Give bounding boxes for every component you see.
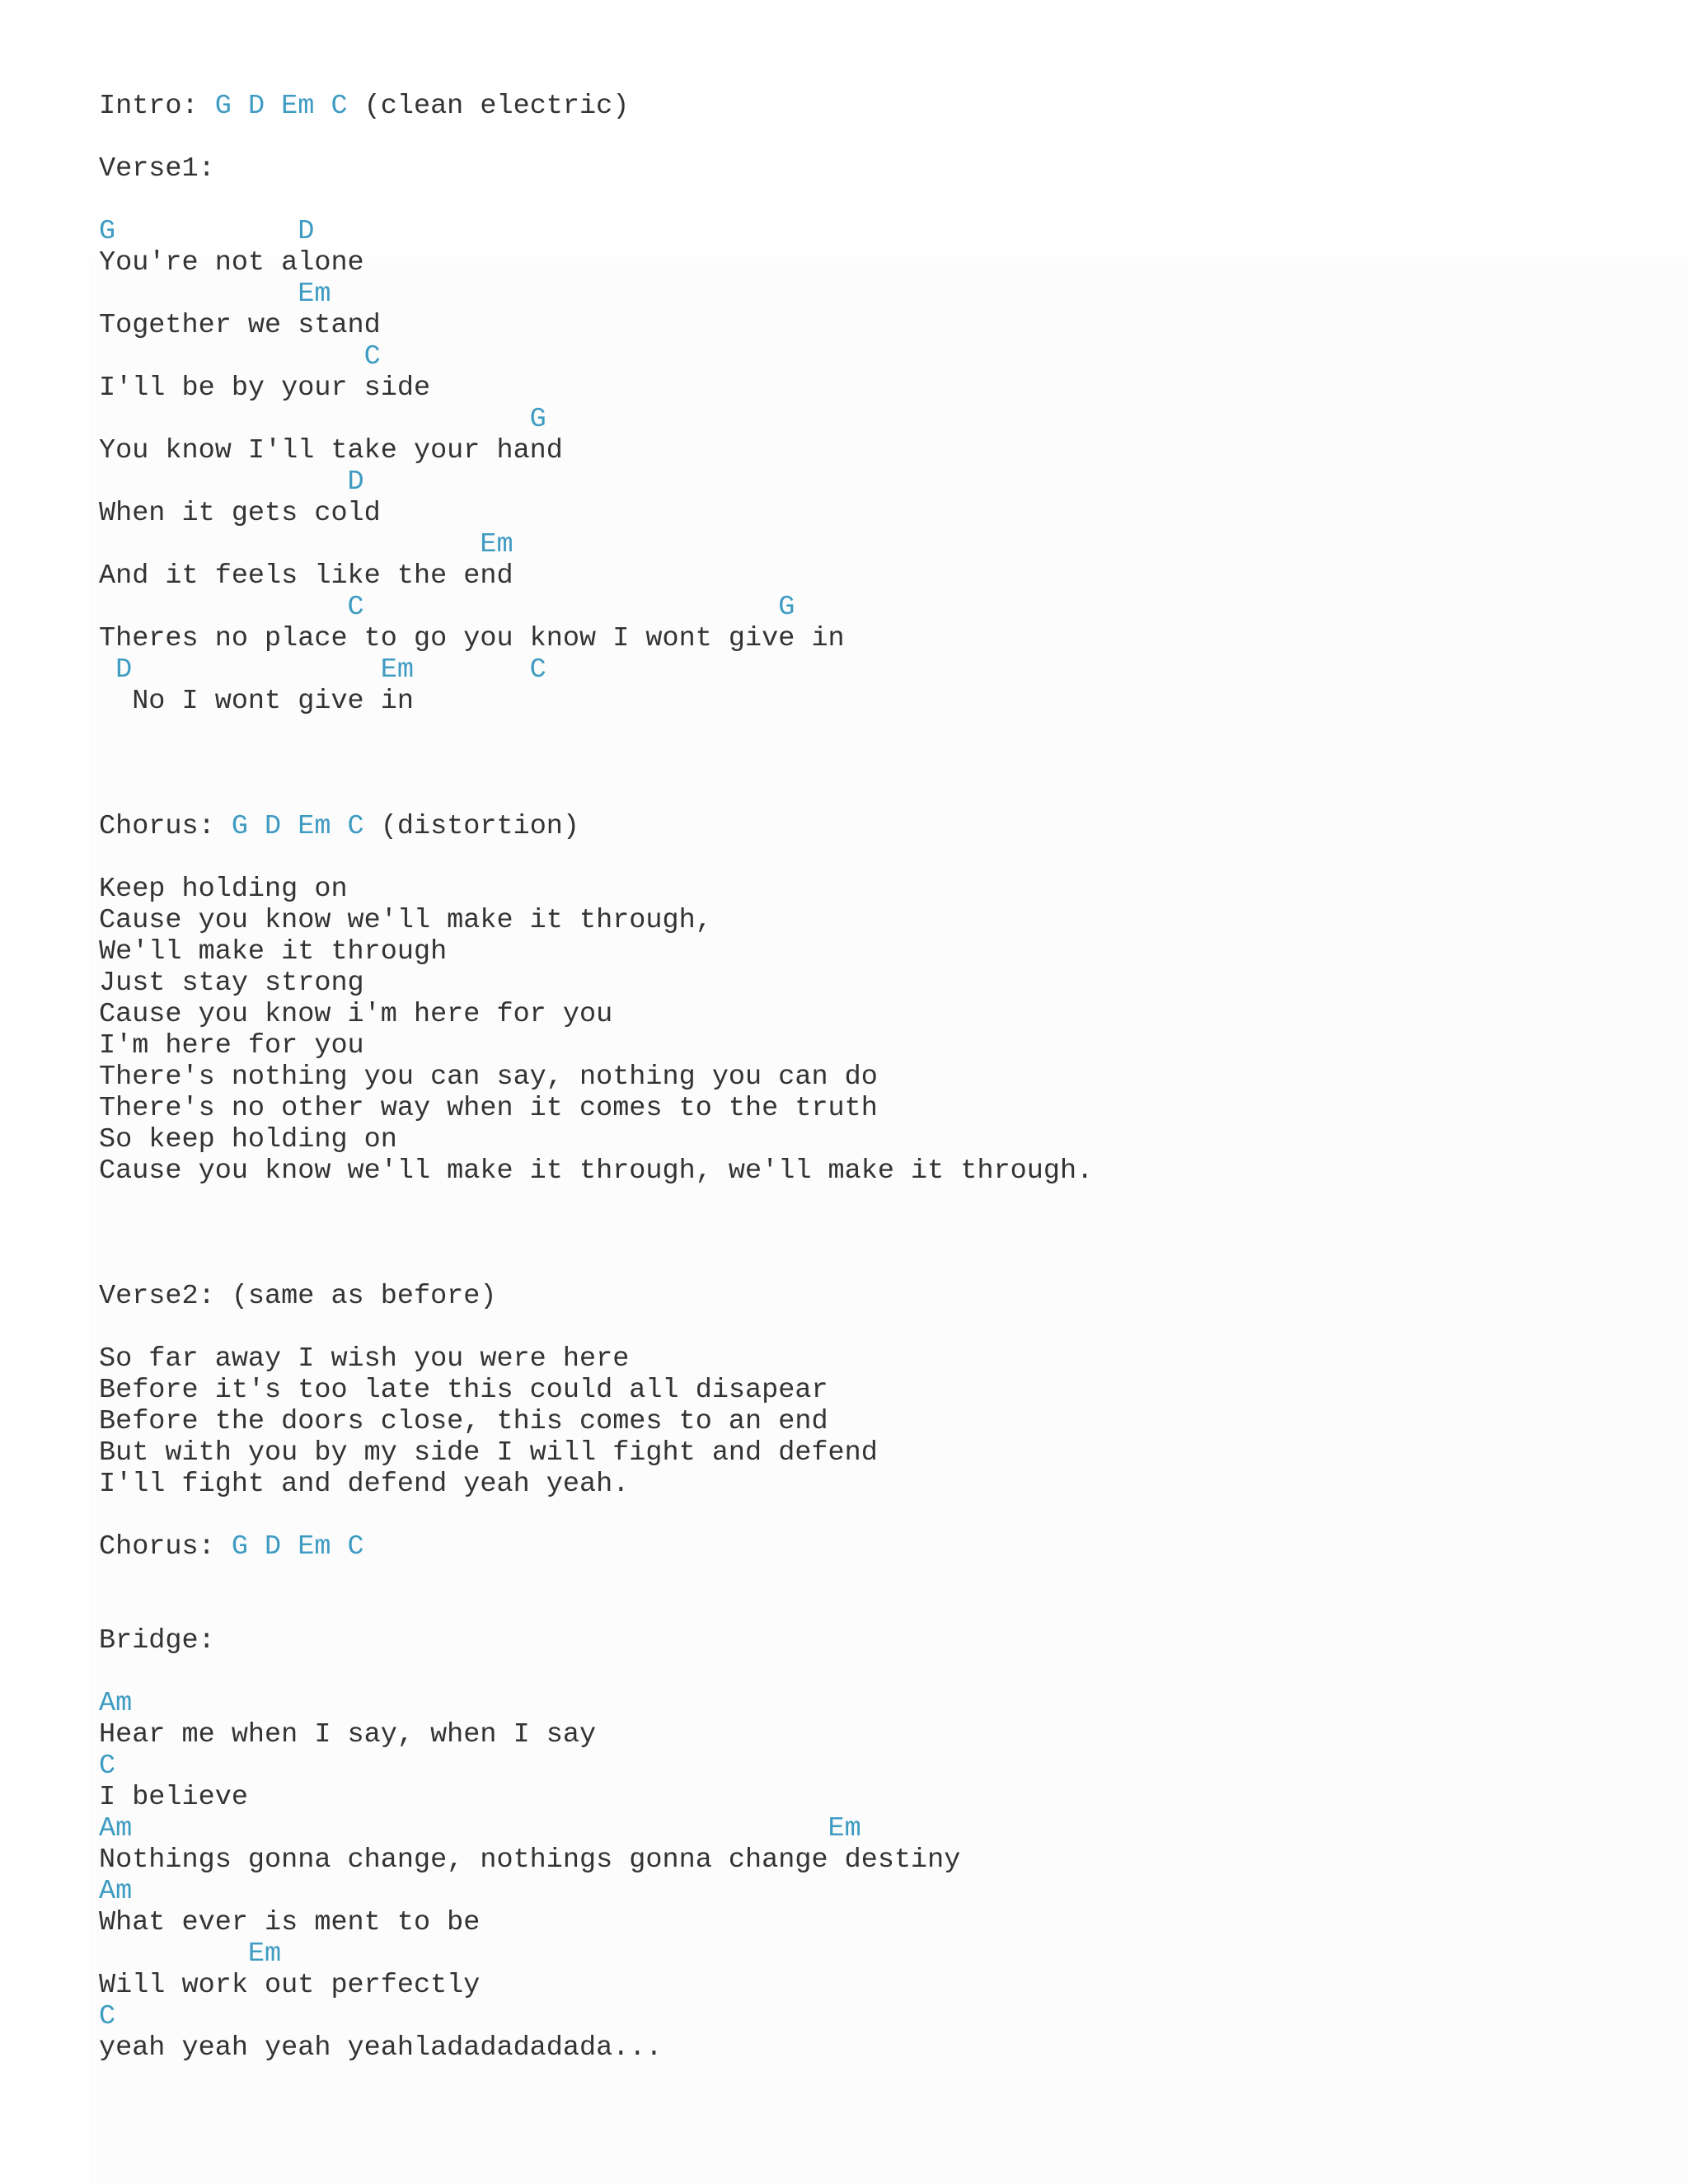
chord-text: Am (99, 1688, 133, 1719)
lyric-text: Verse2: (same as before) (99, 1281, 497, 1312)
blank-line (99, 1187, 1093, 1218)
lyric-line (99, 936, 1093, 968)
chord-text: D (99, 466, 364, 498)
chord-line (99, 529, 1093, 560)
lyric-text: No I wont give in (99, 686, 414, 717)
chord-text: G (99, 404, 546, 435)
lyric-text: Theres no place to go you know I wont give in (99, 623, 845, 654)
lyric-text: But with you by my side I will fight and defend (99, 1437, 878, 1469)
chord-text: C (99, 341, 381, 373)
chord-text: G D Em C (214, 91, 348, 122)
chord-text: G D Em C (231, 1531, 364, 1563)
chord-text: C (99, 1750, 116, 1782)
chord-sheet (99, 91, 1093, 2064)
blank-line (99, 717, 1093, 748)
lyric-text: There's nothing you can say, nothing you can do (99, 1062, 878, 1093)
lyric-text: Chorus: (99, 811, 232, 842)
lyric-text: Before it's too late this could all disapear (99, 1375, 828, 1406)
lyric-text: Verse1: (99, 153, 215, 185)
lyric-text: What ever is ment to be (99, 1907, 481, 1938)
lyric-line (99, 686, 1093, 717)
blank-line (99, 1563, 1093, 1594)
chord-line (99, 1750, 1093, 1782)
chord-text: D Em C (99, 654, 546, 686)
blank-line (99, 1312, 1093, 1343)
lyric-text: We'll make it through (99, 936, 448, 968)
chord-text: Em (99, 1938, 282, 1970)
lyric-text: Nothings gonna change, nothings gonna change destiny (99, 1844, 961, 1876)
lyric-text: You're not alone (99, 247, 364, 279)
lyric-line (99, 1469, 1093, 1500)
lyric-line (99, 1907, 1093, 1938)
lyric-text: There's no other way when it comes to the truth (99, 1093, 878, 1124)
lyric-text: You know I'll take your hand (99, 435, 563, 466)
blank-line (99, 1594, 1093, 1625)
lyric-text: Intro: (99, 91, 215, 122)
chord-line (99, 1688, 1093, 1719)
lyric-text: When it gets cold (99, 498, 381, 529)
lyric-line (99, 905, 1093, 936)
blank-line (99, 1500, 1093, 1531)
chord-line (99, 216, 1093, 247)
lyric-line (99, 435, 1093, 466)
blank-line (99, 748, 1093, 780)
lyric-line (99, 1343, 1093, 1375)
lyric-line (99, 1375, 1093, 1406)
blank-line (99, 780, 1093, 811)
lyric-text: Cause you know we'll make it through, we'll make it through. (99, 1155, 1094, 1187)
lyric-line (99, 153, 1093, 185)
lyric-text: Keep holding on (99, 874, 348, 905)
lyric-text: Chorus: (99, 1531, 232, 1563)
lyric-text: (distortion) (363, 811, 579, 842)
chord-text: Em (99, 529, 513, 560)
chord-line (99, 1813, 1093, 1844)
chord-line (99, 1876, 1093, 1907)
lyric-line (99, 1030, 1093, 1062)
lyric-text: I'll be by your side (99, 373, 431, 404)
lyric-line (99, 874, 1093, 905)
lyric-line (99, 373, 1093, 404)
lyric-line (99, 310, 1093, 341)
chord-line (99, 341, 1093, 373)
lyric-text: (clean electric) (347, 91, 630, 122)
lyric-line (99, 968, 1093, 999)
lyric-line (99, 1093, 1093, 1124)
lyric-text: Together we stand (99, 310, 381, 341)
chord-line (99, 654, 1093, 686)
chord-text: Am (99, 1876, 133, 1907)
lyric-line (99, 498, 1093, 529)
blank-line (99, 185, 1093, 216)
chord-text: Em (99, 279, 331, 310)
lyric-text: Before the doors close, this comes to an end (99, 1406, 828, 1437)
chord-text: Am Em (99, 1813, 861, 1844)
chord-line (99, 592, 1093, 623)
lyric-line (99, 999, 1093, 1030)
lyric-text: Just stay strong (99, 968, 364, 999)
lyric-line (99, 1281, 1093, 1312)
lyric-text: So far away I wish you were here (99, 1343, 630, 1375)
chord-text: G D Em C (231, 811, 364, 842)
lyric-text: I'll fight and defend yeah yeah. (99, 1469, 630, 1500)
lyric-line (99, 1062, 1093, 1093)
lyric-text: Cause you know we'll make it through, (99, 905, 712, 936)
lyric-line (99, 2032, 1093, 2064)
blank-line (99, 122, 1093, 153)
lyric-text: yeah yeah yeah yeahladadadadada... (99, 2032, 663, 2064)
lyric-text: I'm here for you (99, 1030, 364, 1062)
blank-line (99, 1657, 1093, 1688)
chord-text: C G (99, 592, 795, 623)
chord-line (99, 1938, 1093, 1970)
lyric-text: Bridge: (99, 1625, 215, 1657)
lyric-line (99, 623, 1093, 654)
lyric-line (99, 1782, 1093, 1813)
lyric-line (99, 1719, 1093, 1750)
lyric-line (99, 1124, 1093, 1155)
lyric-line (99, 1844, 1093, 1876)
chord-line (99, 2001, 1093, 2032)
lyric-line (99, 1437, 1093, 1469)
blank-line (99, 1249, 1093, 1281)
lyric-line (99, 1970, 1093, 2001)
chord-text: C (99, 2001, 116, 2032)
blank-line (99, 842, 1093, 874)
section-heading (99, 1531, 1093, 1563)
lyric-line (99, 1155, 1093, 1187)
lyric-text: And it feels like the end (99, 560, 513, 592)
lyric-text: So keep holding on (99, 1124, 397, 1155)
section-heading (99, 811, 1093, 842)
section-heading (99, 91, 1093, 122)
lyric-line (99, 1625, 1093, 1657)
chord-line (99, 279, 1093, 310)
lyric-line (99, 247, 1093, 279)
lyric-text: I believe (99, 1782, 248, 1813)
lyric-line (99, 1406, 1093, 1437)
lyric-text: Will work out perfectly (99, 1970, 481, 2001)
blank-line (99, 1218, 1093, 1249)
chord-text: G D (99, 216, 315, 247)
lyric-text: Hear me when I say, when I say (99, 1719, 597, 1750)
lyric-text: Cause you know i'm here for you (99, 999, 613, 1030)
chord-line (99, 404, 1093, 435)
chord-line (99, 466, 1093, 498)
lyric-line (99, 560, 1093, 592)
